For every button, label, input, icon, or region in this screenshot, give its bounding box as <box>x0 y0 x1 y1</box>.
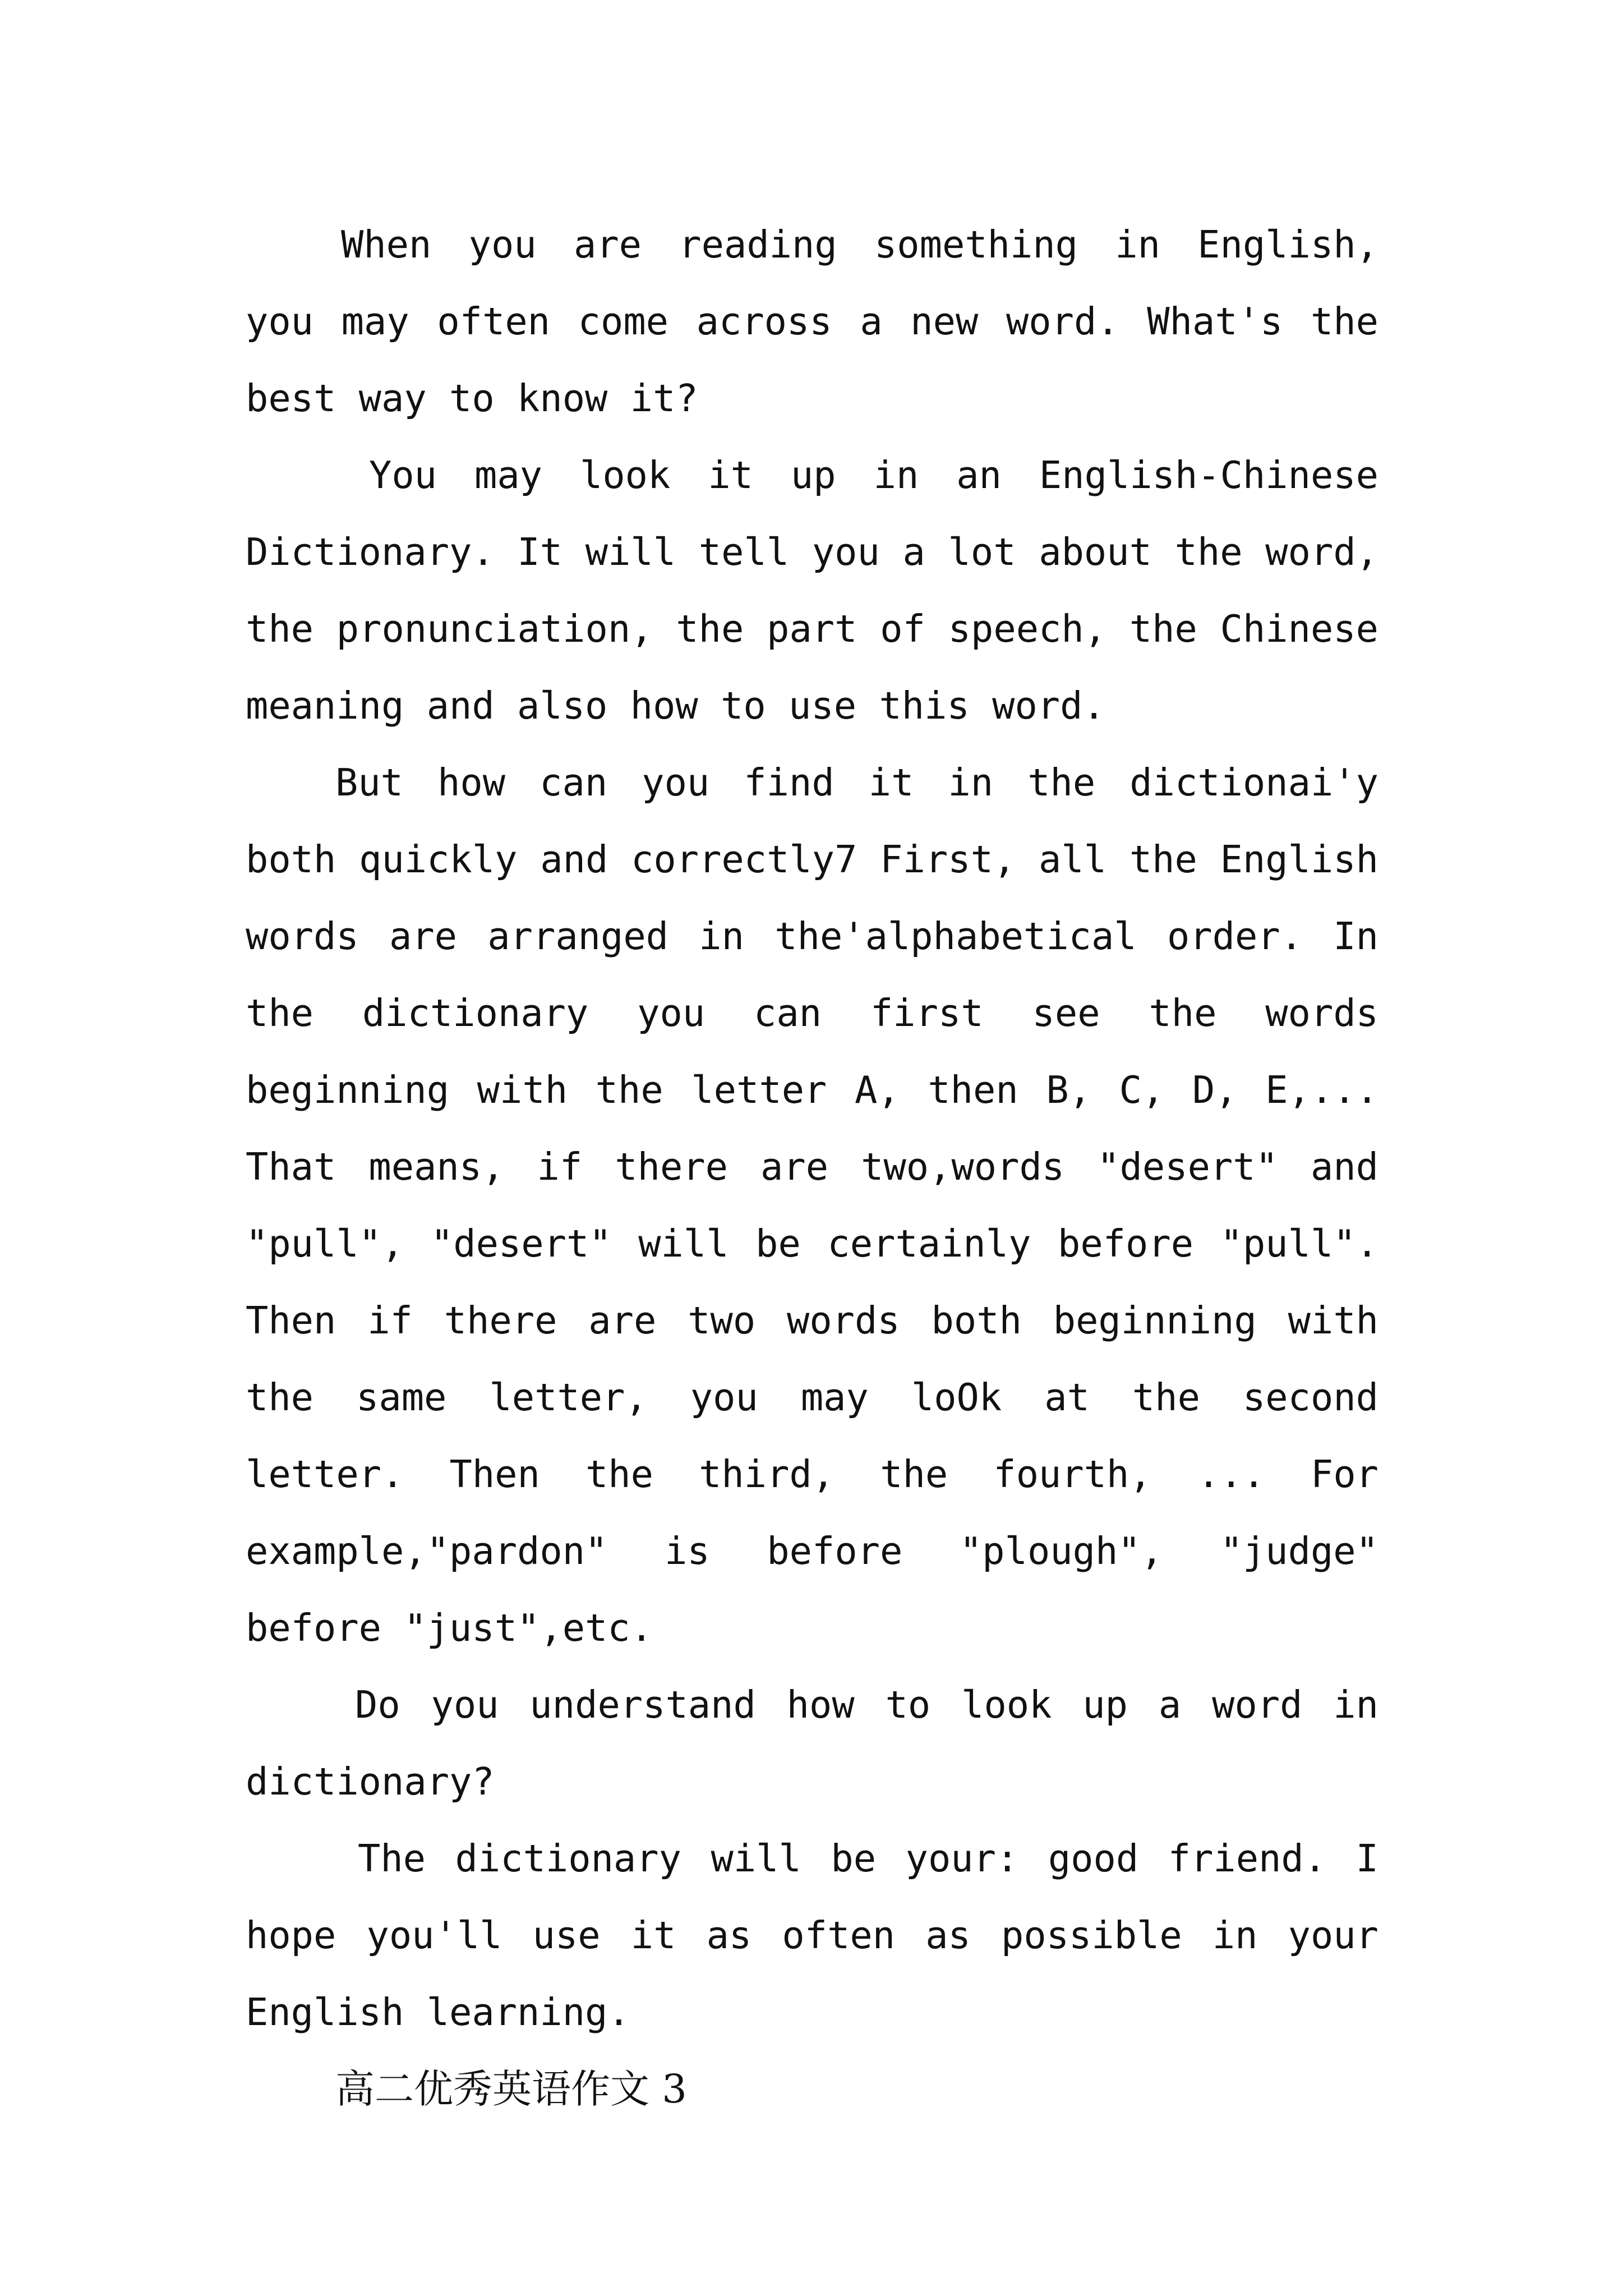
section-heading: 高二优秀英语作文 3 <box>335 2066 687 2112</box>
paragraph-5: The dictionary will be your: good friend. I hope you'll use it as often as possible in your English learning. <box>246 1837 1378 2034</box>
paragraph-4: Do you understand how to look up a word in dictionary? <box>246 1683 1378 1803</box>
document-body <box>246 206 1378 2128</box>
paragraph-2: You may look it up in an English-Chinese Dictionary. It will tell you a lot about the word, the pronunciation, the part of speech, the Chinese meaning and also how to use this word. <box>246 453 1378 728</box>
paragraph-3: But how can you find it in the dictionai'y both quickly and correctly7 First, all the English words are arranged in the'alphabetical order. In the dictionary you can first see the words beginning with the letter A, then B, C, D, E,... That means, if there are two,words "desert" and "pull", "desert" will be certainly before "pull". Then if there are two words both beginning with the same letter, you may loOk at the second letter. Then the third, the fourth, ... For example,"pardon" is before "plough", "judge" before "just",etc. <box>246 761 1378 1650</box>
paragraph-1: When you are reading something in English, you may often come across a new word. What's the best way to know it? <box>246 223 1378 420</box>
